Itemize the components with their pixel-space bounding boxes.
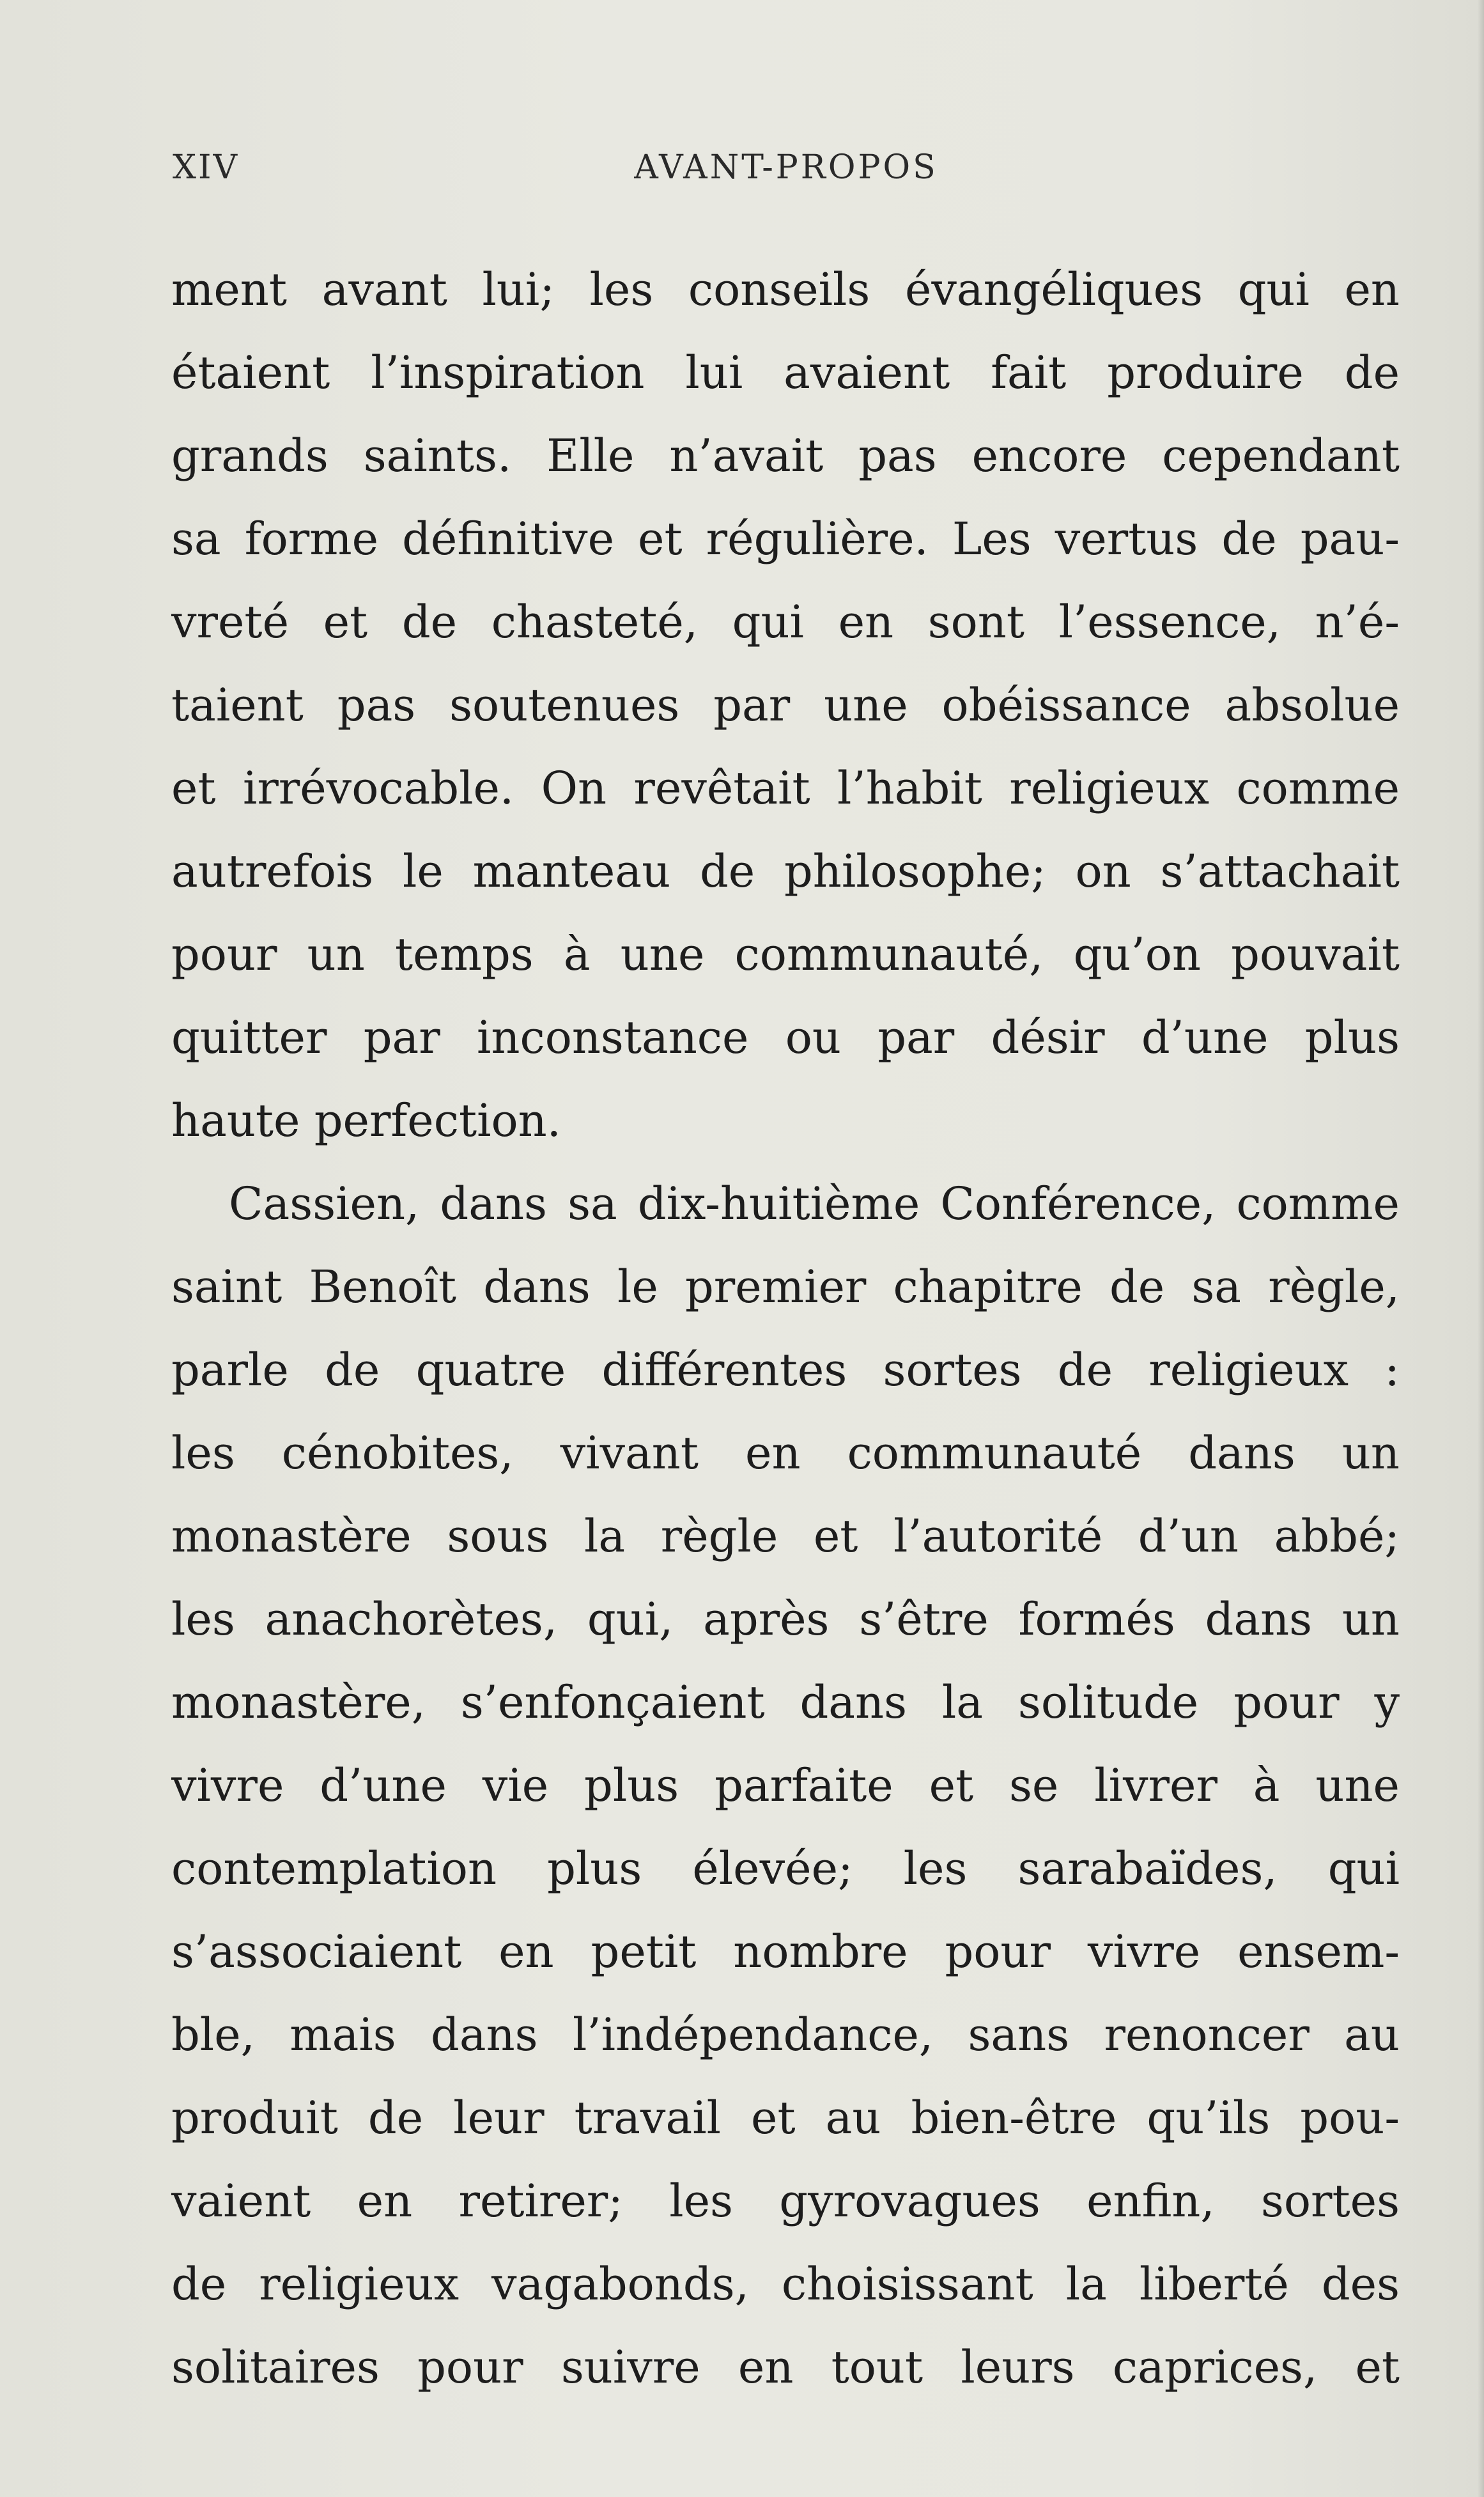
text-line: grands saints. Elle n’avait pas encore cependant: [171, 430, 1400, 482]
body-text: [171, 248, 1400, 2409]
page-edge-shadow: [1478, 0, 1484, 2497]
text-line: produit de leur travail et au bien-être qu’ils pou-: [171, 2092, 1400, 2144]
text-line: ment avant lui; les conseils évangéliques qui en: [171, 263, 1400, 316]
text-line: sa forme définitive et régulière. Les vertus de pau-: [171, 513, 1400, 565]
text-line: vivre d’une vie plus parfaite et se livrer à une: [171, 1759, 1400, 1812]
text-line: monastère, s’enfonçaient dans la solitude pour y: [171, 1676, 1400, 1729]
text-line: monastère sous la règle et l’autorité d’un abbé;: [171, 1510, 1400, 1562]
page-header: [173, 148, 1400, 206]
text-line: et irrévocable. On revêtait l’habit religieux comme: [171, 762, 1400, 814]
text-line: saint Benoît dans le premier chapitre de sa règle,: [171, 1261, 1400, 1313]
text-line: quitter par inconstance ou par désir d’une plus: [171, 1011, 1400, 1064]
text-line: les cénobites, vivant en communauté dans un: [171, 1427, 1400, 1479]
text-line: parle de quatre différentes sortes de religieux :: [171, 1344, 1400, 1396]
text-line: de religieux vagabonds, choisissant la liberté des: [171, 2258, 1400, 2310]
text-line: les anachorètes, qui, après s’être formés dans un: [171, 1593, 1400, 1645]
text-line: vreté et de chasteté, qui en sont l’essence, n’é-: [171, 596, 1400, 648]
text-line: taient pas soutenues par une obéissance absolue: [171, 679, 1400, 731]
paragraph-1: [171, 248, 1400, 1162]
text-line: vaient en retirer; les gyrovagues enfin, sortes: [171, 2175, 1400, 2227]
text-line: étaient l’inspiration lui avaient fait produire de: [171, 346, 1400, 399]
text-line: solitaires pour suivre en tout leurs caprices, et: [171, 2341, 1400, 2393]
paragraph-2: [171, 1162, 1400, 2409]
text-line: Cassien, dans sa dix-huitième Conférence, comme: [229, 1178, 1400, 1230]
text-line: s’associaient en petit nombre pour vivre ensem-: [171, 1925, 1400, 1978]
page-number: XIV: [173, 148, 240, 187]
text-line: ble, mais dans l’indépendance, sans renoncer au: [171, 2009, 1400, 2061]
text-line: haute perfection.: [171, 1094, 561, 1147]
text-line: pour un temps à une communauté, qu’on pouvait: [171, 928, 1400, 981]
running-title: AVANT-PROPOS: [634, 148, 938, 187]
text-line: autrefois le manteau de philosophe; on s’attachait: [171, 845, 1400, 898]
text-line: contemplation plus élevée; les sarabaïdes, qui: [171, 1842, 1400, 1895]
